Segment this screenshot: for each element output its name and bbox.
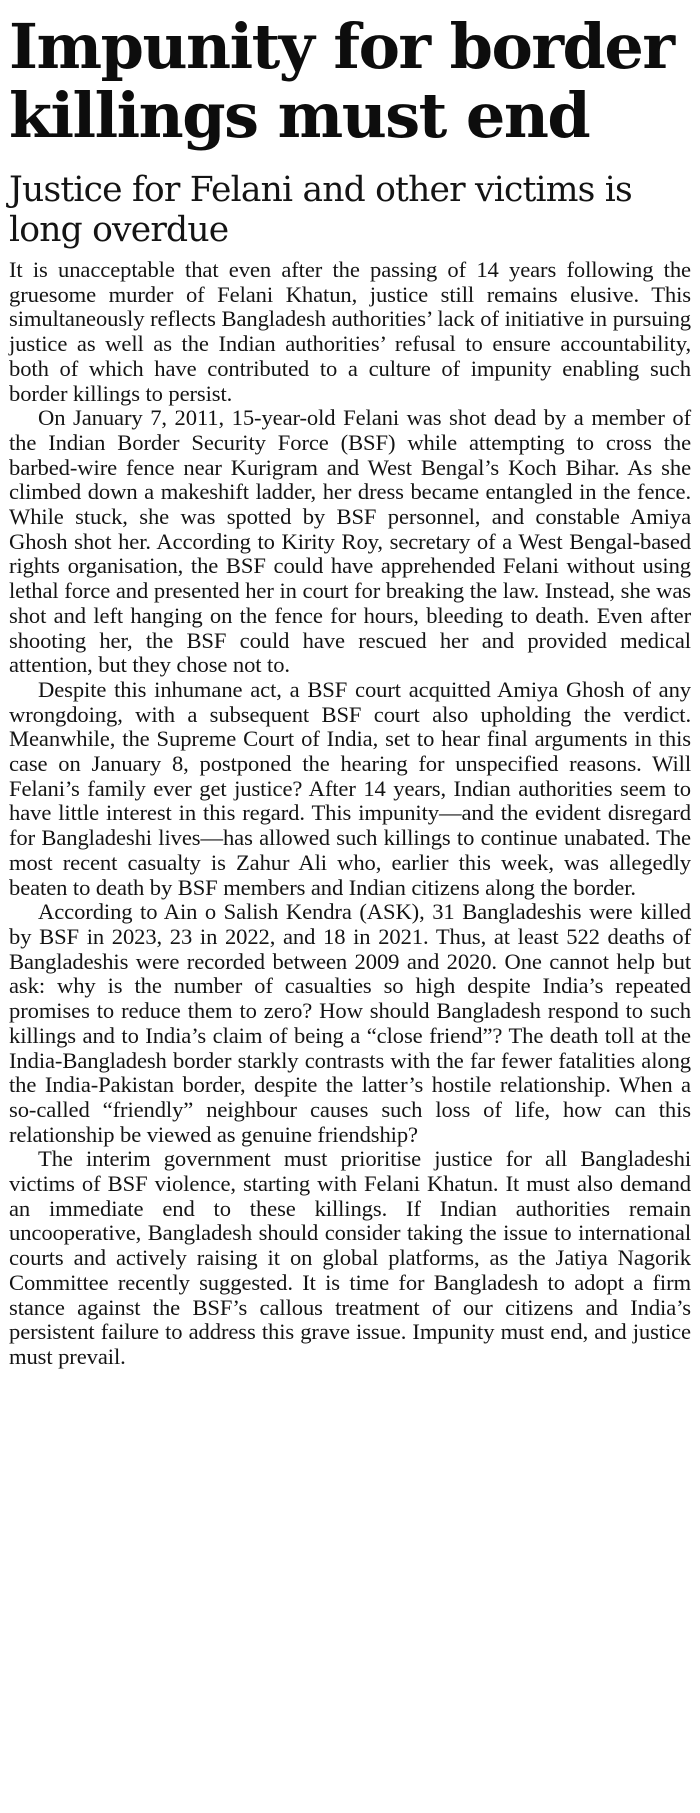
paragraph-5: The interim government must prioritise justice for all Bangladeshi victims of BSF violence, starting with Felani Khatun. It must also demand an immediate end to these killings. If Indian authorities remain uncooperative, Bangladesh should consider taking the issue to international courts and actively raising it on global platforms, as the Jatiya Nagorik Committee recently suggested. It is time for Bangladesh to adopt a firm stance against the BSF’s callous treatment of our citizens and India’s persistent failure to address this grave issue. Impunity must end, and justice must prevail. — [9, 1146, 691, 1369]
subheadline: Justice for Felani and other victims is long overdue — [9, 170, 632, 250]
headline: Impunity for border killings must end — [9, 10, 674, 152]
paragraph-4: According to Ain o Salish Kendra (ASK), 31 Bangladeshis were killed by BSF in 2023, 23 in 2022, and 18 in 2021. Thus, at least 522 deaths of Bangladeshis were recorded between 2009 and 2020. One cannot help but ask: why is the number of casualties so high despite India’s repeated promises to reduce them to zero? How should Bangladesh respond to such killings and to India’s claim of being a “close friend”? The death toll at the India-Bangladesh border starkly contrasts with the far fewer fatalities along the India-Pakistan border, despite the latter’s hostile relationship. When a so-called “friendly” neighbour causes such loss of life, how can this relationship be viewed as genuine friendship? — [9, 899, 691, 1147]
article-body — [9, 258, 691, 1370]
paragraph-1: It is unacceptable that even after the passing of 14 years following the gruesome murder of Felani Khatun, justice still remains elusive. This simultaneously reflects Bangladesh authorities’ lack of initiative in pursuing justice as well as the Indian authorities’ refusal to ensure accountability, both of which have contributed to a culture of impunity enabling such border killings to persist. — [9, 257, 691, 406]
paragraph-2: On January 7, 2011, 15-year-old Felani was shot dead by a member of the Indian Border Security Force (BSF) while attempting to cross the barbed-wire fence near Kurigram and West Bengal’s Koch Bihar. As she climbed down a makeshift ladder, her dress became entangled in the fence. While stuck, she was spotted by BSF personnel, and constable Amiya Ghosh shot her. According to Kirity Roy, secretary of a West Bengal-based rights organisation, the BSF could have apprehended Felani without using lethal force and presented her in court for breaking the law. Instead, she was shot and left hanging on the fence for hours, bleeding to death. Even after shooting her, the BSF could have rescued her and provided medical attention, but they chose not to. — [9, 405, 691, 678]
paragraph-3: Despite this inhumane act, a BSF court acquitted Amiya Ghosh of any wrongdoing, with a subsequent BSF court also upholding the verdict. Meanwhile, the Supreme Court of India, set to hear final arguments in this case on January 8, postponed the hearing for unspecified reasons. Will Felani’s family ever get justice? After 14 years, Indian authorities seem to have little interest in this regard. This impunity—and the evident disregard for Bangladeshi lives—has allowed such killings to continue unabated. The most recent casualty is Zahur Ali who, earlier this week, was allegedly beaten to death by BSF members and Indian citizens along the border. — [9, 676, 691, 900]
